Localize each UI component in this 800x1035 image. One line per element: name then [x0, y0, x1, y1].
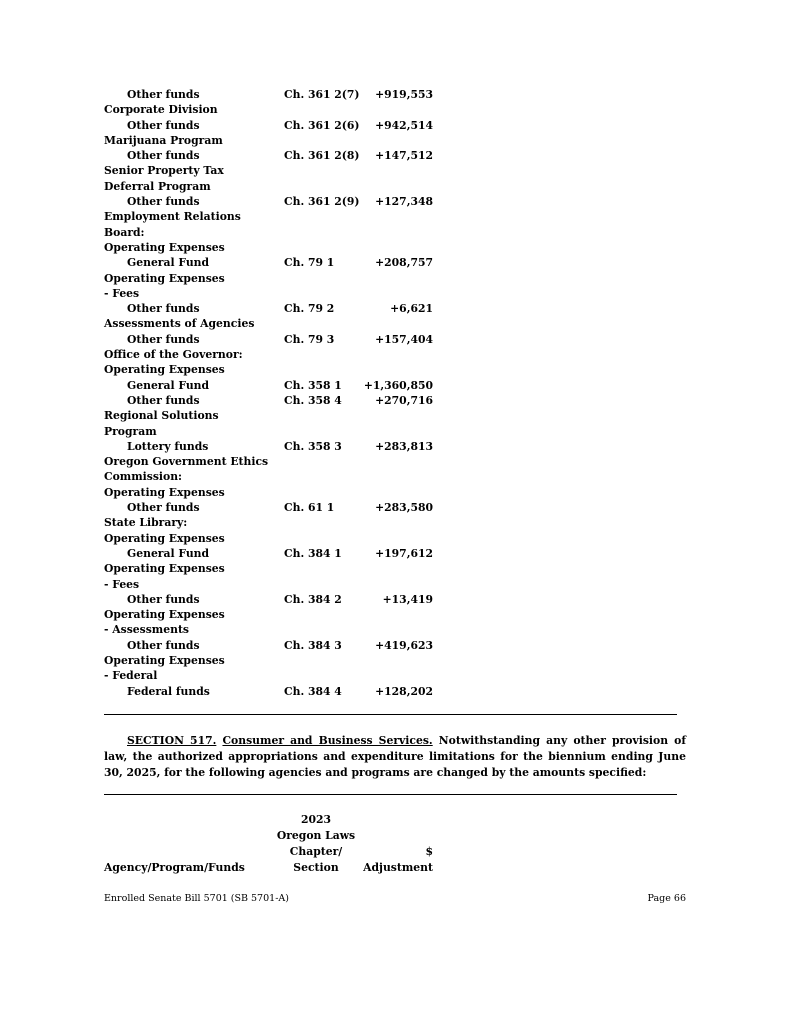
amount-header-line1: $	[425, 845, 433, 858]
fund-label: General Fund	[127, 378, 210, 392]
chapter-header-line2: Oregon Laws	[276, 829, 356, 842]
agency-program-label: - Fees	[104, 286, 140, 300]
adjustment-amount-cell: +283,813	[375, 439, 433, 453]
table-row	[104, 362, 444, 377]
table-row	[104, 332, 444, 347]
table-row	[104, 546, 444, 561]
agency-program-label: Office of the Governor:	[104, 348, 243, 362]
chapter-section-cell: Ch. 358 1	[284, 378, 342, 392]
adjustment-amount-cell: +128,202	[375, 684, 433, 698]
fund-label: Other funds	[127, 592, 200, 606]
table-row	[104, 118, 444, 133]
chapter-header-line4: Section	[293, 861, 339, 874]
agency-program-label: Operating Expenses	[104, 562, 225, 576]
chapter-section-cell: Ch. 358 3	[284, 439, 342, 453]
chapter-section-cell: Ch. 361 2(6)	[284, 118, 360, 132]
fund-label: Other funds	[127, 118, 200, 132]
agency-program-label: - Assessments	[104, 623, 190, 637]
table-row	[104, 286, 444, 301]
agency-program-label: Operating Expenses	[104, 363, 225, 377]
table-row	[104, 179, 444, 194]
table-row	[104, 301, 444, 316]
fund-label: General Fund	[127, 546, 210, 560]
adjustment-amount-cell: +157,404	[375, 332, 433, 346]
agency-program-label: - Fees	[104, 577, 140, 591]
table-row	[104, 209, 444, 224]
table-row	[104, 102, 444, 117]
adjustment-amount-cell: +919,553	[375, 88, 433, 101]
adjustment-amount-cell: +208,757	[375, 256, 433, 270]
agency-program-label: Operating Expenses	[104, 653, 225, 667]
agency-program-label: Assessments of Agencies	[104, 317, 255, 331]
agency-column-header: Agency/Program/Funds	[104, 861, 245, 874]
chapter-section-cell: Ch. 384 3	[284, 638, 342, 652]
page-number: Page 66	[647, 893, 686, 904]
chapter-section-cell: Ch. 358 4	[284, 393, 342, 407]
adjustment-amount-cell: +1,360,850	[363, 378, 433, 392]
adjustment-amount-cell: +13,419	[382, 592, 433, 606]
divider-top	[104, 714, 677, 715]
agency-program-label: Board:	[104, 225, 145, 239]
agency-program-label: Operating Expenses	[104, 608, 225, 622]
table-row	[104, 622, 444, 637]
table-row	[104, 531, 444, 546]
chapter-section-cell: Ch. 61 1	[284, 501, 335, 515]
chapter-section-cell: Ch. 384 2	[284, 592, 342, 606]
chapter-section-cell: Ch. 384 1	[284, 546, 342, 560]
agency-program-label: Operating Expenses	[104, 240, 225, 254]
table-row	[104, 515, 444, 530]
table-row	[104, 561, 444, 576]
agency-program-label: Operating Expenses	[104, 531, 225, 545]
chapter-section-cell: Ch. 361 2(7)	[284, 88, 360, 101]
fund-label: Other funds	[127, 88, 200, 101]
chapter-section-cell: Ch. 384 4	[284, 684, 342, 698]
fund-label: Other funds	[127, 302, 200, 316]
table-row	[104, 424, 444, 439]
table-row	[104, 378, 444, 393]
table-row	[104, 638, 444, 653]
fund-label: Other funds	[127, 149, 200, 163]
table-row	[104, 194, 444, 209]
adjustment-amount-cell: +6,621	[390, 302, 433, 316]
chapter-section-cell: Ch. 79 1	[284, 256, 335, 270]
table-row	[104, 485, 444, 500]
table-row	[104, 408, 444, 423]
agency-program-label: Oregon Government Ethics	[104, 455, 269, 469]
adjustment-amount-cell: +419,623	[375, 638, 433, 652]
agency-program-label: Senior Property Tax	[104, 164, 224, 178]
chapter-header-line3: Chapter/	[289, 845, 343, 858]
adjustment-amount-cell: +127,348	[375, 195, 433, 209]
chapter-section-cell: Ch. 361 2(8)	[284, 149, 360, 163]
fund-label: Federal funds	[127, 684, 210, 698]
agency-program-label: - Federal	[104, 669, 158, 683]
fund-label: Other funds	[127, 195, 200, 209]
section-number: SECTION 517.	[127, 734, 217, 747]
table-row	[104, 684, 444, 699]
agency-program-label: Operating Expenses	[104, 271, 225, 285]
fund-label: Other funds	[127, 638, 200, 652]
table-row	[104, 653, 444, 668]
adjustment-amount-cell: +270,716	[375, 393, 433, 407]
chapter-section-cell: Ch. 79 2	[284, 302, 335, 316]
fund-label: Lottery funds	[127, 439, 209, 453]
agency-program-label: Deferral Program	[104, 179, 211, 193]
table-row	[104, 240, 444, 255]
bill-identifier: Enrolled Senate Bill 5701 (SB 5701-A)	[104, 893, 289, 904]
agency-program-label: Marijuana Program	[104, 133, 223, 147]
agency-program-label: Regional Solutions	[104, 409, 219, 423]
table-row	[104, 469, 444, 484]
agency-program-label: Commission:	[104, 470, 183, 484]
table-row	[104, 607, 444, 622]
adjustment-amount-cell: +147,512	[375, 149, 433, 163]
chapter-header-line1: 2023	[300, 813, 332, 826]
adjustment-amount-cell: +197,612	[375, 546, 433, 560]
table-row	[104, 577, 444, 592]
table-row	[104, 271, 444, 286]
table-row	[104, 163, 444, 178]
adjustment-amount-cell: +283,580	[375, 501, 433, 515]
table-row	[104, 316, 444, 331]
fund-label: Other funds	[127, 501, 200, 515]
chapter-section-cell: Ch. 361 2(9)	[284, 195, 360, 209]
table-row	[104, 225, 444, 240]
table-row	[104, 439, 444, 454]
fund-label: Other funds	[127, 332, 200, 346]
appropriations-table	[104, 87, 444, 699]
table-row	[104, 255, 444, 270]
section-heading: Consumer and Business Services.	[222, 734, 433, 747]
divider-bottom	[104, 794, 677, 795]
agency-program-label: Corporate Division	[104, 103, 218, 117]
amount-column-header	[350, 844, 433, 876]
agency-program-label: Program	[104, 424, 157, 438]
fund-label: Other funds	[127, 393, 200, 407]
table-row	[104, 592, 444, 607]
agency-program-label: State Library:	[104, 516, 188, 530]
agency-program-label: Employment Relations	[104, 210, 241, 224]
table-row	[104, 148, 444, 163]
amount-header-line2: Adjustment	[363, 861, 433, 874]
adjustment-amount-cell: +942,514	[375, 118, 433, 132]
fund-label: General Fund	[127, 256, 210, 270]
table-row	[104, 87, 444, 102]
agency-program-label: Operating Expenses	[104, 485, 225, 499]
page-footer	[104, 893, 686, 904]
section-body: Notwithstanding any other provision of law, the authorized appropriations and expenditure limitations for the biennium ending June 30, 2025, for the following agencies and programs are changed by the amounts specified:	[104, 734, 686, 779]
table-row	[104, 133, 444, 148]
chapter-section-cell: Ch. 79 3	[284, 332, 335, 346]
table-row	[104, 393, 444, 408]
table-row	[104, 347, 444, 362]
table-row	[104, 668, 444, 683]
section-517-paragraph	[104, 733, 686, 781]
table-row	[104, 500, 444, 515]
table-row	[104, 454, 444, 469]
